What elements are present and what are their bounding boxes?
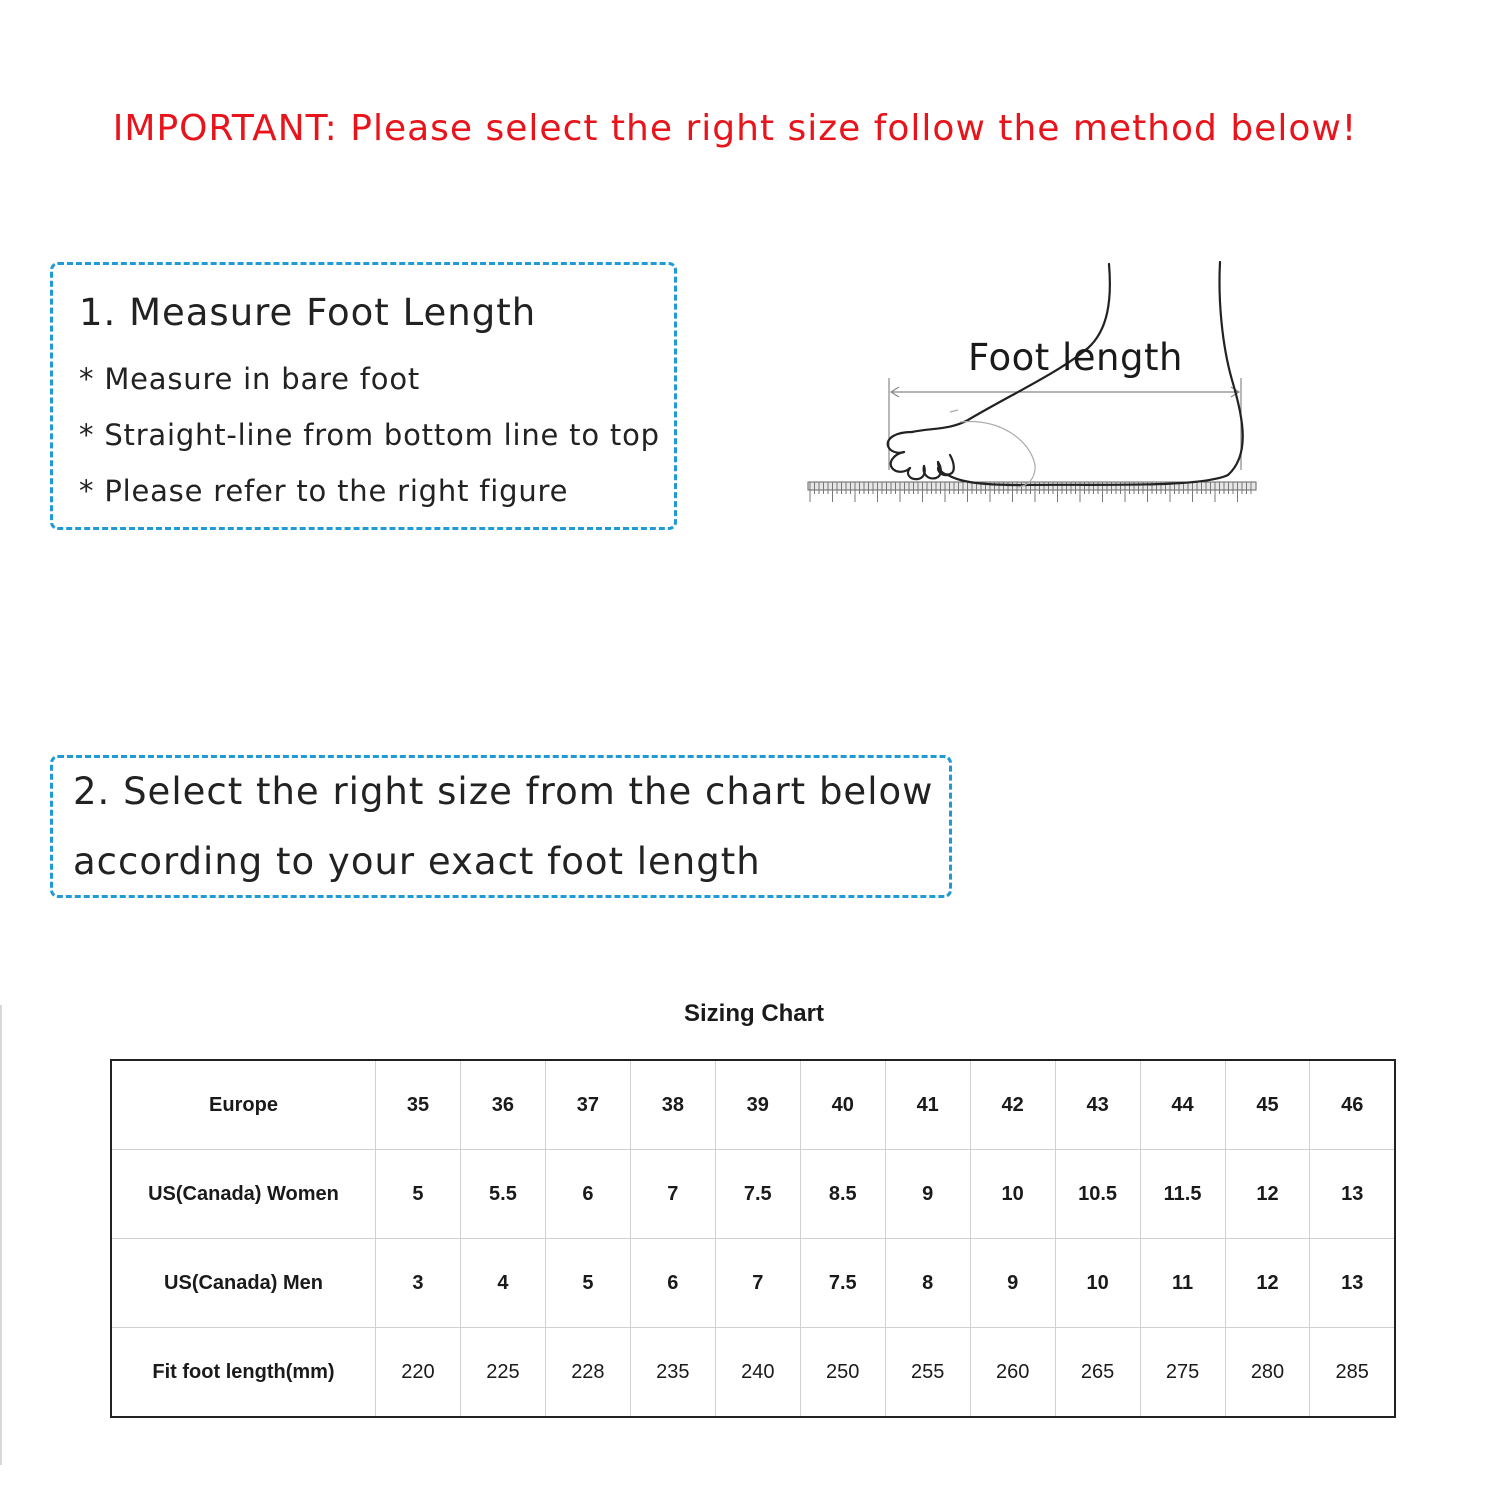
step1-bullet-3: * Please refer to the right figure — [79, 474, 569, 508]
step2-line-2: according to your exact foot length — [73, 840, 761, 883]
table-cell: 11.5 — [1140, 1150, 1225, 1239]
row-header-fit-foot-length: Fit foot length(mm) — [111, 1328, 376, 1418]
table-cell: 46 — [1310, 1060, 1395, 1150]
table-cell: 7.5 — [800, 1239, 885, 1328]
sizing-chart-table — [110, 1059, 1396, 1418]
table-cell: 255 — [885, 1328, 970, 1418]
table-cell: 250 — [800, 1328, 885, 1418]
table-cell: 10 — [970, 1150, 1055, 1239]
table-cell: 4 — [460, 1239, 545, 1328]
table-cell: 225 — [460, 1328, 545, 1418]
table-cell: 7 — [630, 1150, 715, 1239]
table-cell: 9 — [970, 1239, 1055, 1328]
table-cell: 36 — [460, 1060, 545, 1150]
table-cell: 12 — [1225, 1239, 1310, 1328]
table-cell: 10.5 — [1055, 1150, 1140, 1239]
table-row-fit-foot-length — [111, 1328, 1395, 1418]
step1-bullet-2: * Straight-line from bottom line to top — [79, 418, 660, 452]
step2-line-1: 2. Select the right size from the chart below — [73, 770, 934, 813]
left-divider — [0, 1005, 2, 1465]
table-cell: 5.5 — [460, 1150, 545, 1239]
table-cell: 7 — [715, 1239, 800, 1328]
table-row-us-women — [111, 1150, 1395, 1239]
table-cell: 3 — [376, 1239, 461, 1328]
length-arrow-icon — [889, 378, 1241, 470]
table-cell: 260 — [970, 1328, 1055, 1418]
foot-measure-illustration — [800, 255, 1270, 515]
table-cell: 10 — [1055, 1239, 1140, 1328]
table-cell: 37 — [545, 1060, 630, 1150]
table-row-europe — [111, 1060, 1395, 1150]
table-cell: 220 — [376, 1328, 461, 1418]
row-header-europe: Europe — [111, 1060, 376, 1150]
table-cell: 5 — [545, 1239, 630, 1328]
important-notice: IMPORTANT: Please select the right size follow the method below! — [112, 108, 1358, 149]
table-cell: 235 — [630, 1328, 715, 1418]
table-cell: 41 — [885, 1060, 970, 1150]
step1-bullet-1: * Measure in bare foot — [79, 362, 421, 396]
table-cell: 40 — [800, 1060, 885, 1150]
table-cell: 6 — [545, 1150, 630, 1239]
table-cell: 280 — [1225, 1328, 1310, 1418]
table-cell: 42 — [970, 1060, 1055, 1150]
step1-heading: 1. Measure Foot Length — [79, 291, 537, 334]
table-cell: 13 — [1310, 1150, 1395, 1239]
table-row-us-men — [111, 1239, 1395, 1328]
table-cell: 240 — [715, 1328, 800, 1418]
table-cell: 8.5 — [800, 1150, 885, 1239]
table-cell: 39 — [715, 1060, 800, 1150]
table-cell: 7.5 — [715, 1150, 800, 1239]
table-cell: 45 — [1225, 1060, 1310, 1150]
table-cell: 275 — [1140, 1328, 1225, 1418]
table-cell: 38 — [630, 1060, 715, 1150]
table-cell: 13 — [1310, 1239, 1395, 1328]
table-cell: 43 — [1055, 1060, 1140, 1150]
step1-box — [50, 262, 677, 530]
table-cell: 5 — [376, 1150, 461, 1239]
step2-box — [50, 755, 952, 898]
table-cell: 11 — [1140, 1239, 1225, 1328]
sizing-chart-title: Sizing Chart — [683, 1000, 824, 1027]
row-header-us-men: US(Canada) Men — [111, 1239, 376, 1328]
table-cell: 6 — [630, 1239, 715, 1328]
table-cell: 8 — [885, 1239, 970, 1328]
table-cell: 44 — [1140, 1060, 1225, 1150]
table-cell: 228 — [545, 1328, 630, 1418]
table-cell: 9 — [885, 1150, 970, 1239]
row-header-us-women: US(Canada) Women — [111, 1150, 376, 1239]
table-cell: 12 — [1225, 1150, 1310, 1239]
foot-length-label: Foot length — [968, 336, 1183, 379]
table-cell: 35 — [376, 1060, 461, 1150]
table-cell: 285 — [1335, 1360, 1369, 1383]
table-cell: 265 — [1055, 1328, 1140, 1418]
